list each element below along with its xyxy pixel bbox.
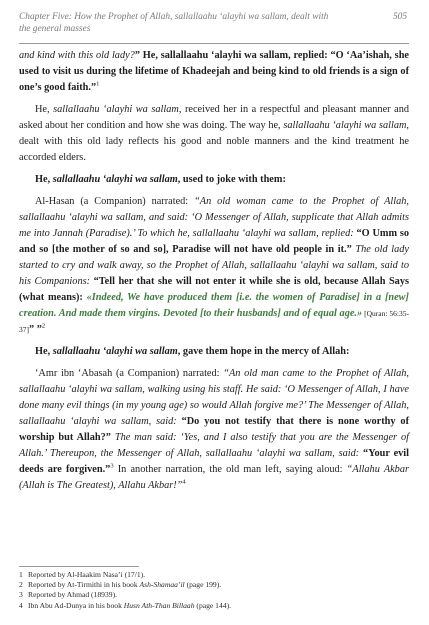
footnote-number: 2: [19, 580, 23, 590]
footnotes: [19, 570, 409, 611]
prophet-speech: “Your evil deeds are forgiven.”: [19, 448, 410, 475]
footnote-ref: 3: [110, 462, 114, 470]
footnote-number: 4: [19, 600, 23, 610]
question-text: and kind with this old lady?: [19, 50, 135, 61]
footnote-divider: [19, 566, 139, 567]
text-span: He,: [35, 174, 53, 185]
quran-reference: [Quran: 56:35-37]: [19, 309, 410, 334]
text-span: In another narration, the old man left, saying aloud:: [113, 464, 347, 475]
paragraph-3: [19, 194, 409, 338]
salutation: sallallaahu ‘alayhi wa sallam: [283, 120, 407, 131]
footnote: [19, 580, 409, 590]
footnote: [19, 570, 409, 580]
salutation: sallallaahu ‘alayhi wa sallam: [52, 174, 178, 185]
book-title: Husn Ath-Than Billaah: [123, 600, 195, 610]
footnote-text: (page 144).: [194, 600, 231, 610]
footnote-text: Reported by Al-Haakim Nasa’i (17/1).: [28, 570, 146, 579]
header-divider: [19, 43, 409, 44]
chapter-title: Chapter Five: How the Prophet of Allah, sallallaahu ‘alayhi wa sallam, dealt with the general masses: [19, 12, 329, 34]
running-header: [19, 12, 409, 42]
section-heading-joke: [19, 172, 409, 188]
narration-text: “An old woman came to the Prophet of Allah, sallallaahu ‘alayhi wa sallam, and said: ‘O Messenger of Allah, supplicate that Allah admits me into Jannah (Paradise).’ To which he, sallallaahu ‘alayhi wa sallam, replied:: [19, 196, 409, 239]
closing-quote: ” ”: [29, 324, 42, 335]
takbir-text: “Allahu Akbar (Allah is The Greatest), Allahu Akbar!”: [19, 464, 409, 491]
page-number: 505: [392, 12, 407, 22]
paragraph-1: [19, 48, 409, 96]
prophet-speech: “Do you not testify that there is none worthy of worship but Allah?”: [19, 416, 409, 443]
book-title: Ash-Shamaa’il: [139, 580, 185, 590]
footnote-ref: 2: [41, 322, 46, 330]
narration-text: The man said: ‘Yes, and I also testify that you are the Messenger of Allah.’ Thereupon, the Messenger of Allah, sallallaahu ‘alayhi wa sallam, said:: [19, 432, 409, 459]
text-span: , gave them hope in the mercy of Allah:: [177, 346, 350, 357]
footnote-number: 1: [19, 570, 23, 579]
footnote-text: Reported by Ahmad (18939).: [28, 590, 118, 600]
text-span: , dealt with this old lady reflects his good and noble manners and the kind treatment he accorded elders.: [19, 120, 409, 163]
text-span: He,: [35, 346, 53, 357]
footnote-text: (page 199).: [184, 580, 222, 590]
footnote-text: Reported by At-Tirmithi in his book: [28, 580, 140, 590]
footnote-ref: 1: [96, 80, 100, 88]
salutation: sallallaahu ‘alayhi wa sallam: [52, 346, 178, 357]
narration-text: The old lady started to cry and walk away, so the Prophet of Allah, sallallaahu ‘alayhi wa sallam, said to his Companions:: [19, 244, 409, 287]
page-body: [19, 48, 409, 500]
text-span: , used to joke with them:: [177, 174, 286, 185]
salutation: sallallaahu ‘alayhi wa sallam: [53, 104, 179, 115]
text-span: He,: [35, 104, 54, 115]
footnote-ref: 4: [182, 478, 186, 486]
footnote-number: 3: [19, 590, 23, 600]
quran-verse: «Indeed, We have produced them [i.e. the women of Paradise] in a [new] creation. And made them virgins. Devoted [to their husbands] and of equal age.»: [19, 292, 409, 319]
footnote: [19, 601, 409, 611]
prophet-speech: “O Umm so and so [the mother of so and so], Paradise will not have old people in it.”: [19, 228, 409, 255]
footnote: [19, 590, 409, 600]
footnote-text: Ibn Abu Ad-Dunya in his book: [28, 600, 124, 610]
narration-text: “An old man came to the Prophet of Allah, sallallaahu ‘alayhi wa sallam, walking using his staff. He said: ‘O Messenger of Allah, I have done many evil things (in my young age) so would Allah forgive me?’ The Messenger of Allah, sallallaahu ‘alayhi wa sallam, said:: [19, 368, 409, 427]
paragraph-4: [19, 366, 409, 494]
text-span: , received her in a respectful and pleasant manner and asked about her condition and how she was doing. The way he,: [19, 104, 409, 131]
prophet-speech: “Tell her that she will not enter it while she is old, because Allah Says (what means):: [19, 276, 409, 303]
paragraph-2: [19, 102, 409, 166]
reply-text: ” He, sallallaahu ‘alayhi wa sallam, replied: “O ‘Aa’ishah, she used to visit us during the lifetime of Khadeejah and being kind to old friends is a sign of one’s good faith.”: [19, 50, 409, 93]
section-heading-hope: [19, 344, 409, 360]
text-span: Al-Hasan (a Companion) narrated:: [35, 196, 195, 207]
text-span: ‘Amr ibn ‘Abasah (a Companion) narrated:: [35, 368, 224, 379]
